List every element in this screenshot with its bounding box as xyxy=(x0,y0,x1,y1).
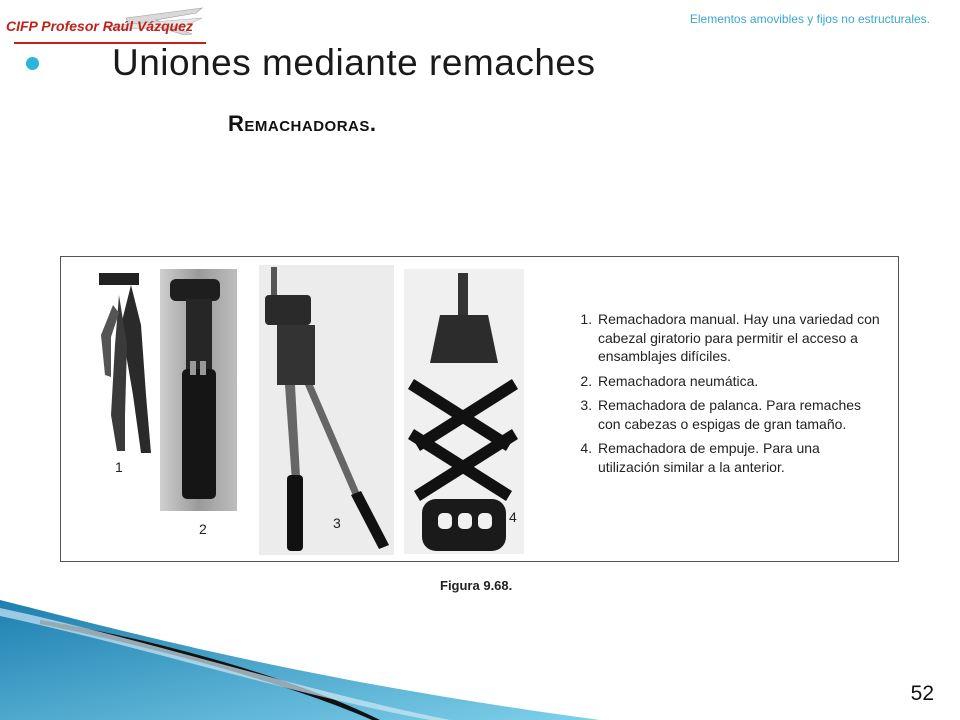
description-item: 1. Remachadora manual. Hay una variedad con cabezal giratorio para permitir el acceso a ensamblajes difíciles. xyxy=(596,310,880,366)
bullet-icon xyxy=(26,57,39,70)
figure-label-2: 2 xyxy=(199,521,207,537)
header-note: Elementos amovibles y fijos no estructurales. xyxy=(689,12,930,26)
figure-label-4: 4 xyxy=(509,509,517,525)
figure-label-3: 3 xyxy=(333,515,341,531)
page-number: 52 xyxy=(910,682,934,705)
description-item: 4. Remachadora de empuje. Para una utilización similar a la anterior. xyxy=(596,439,880,476)
manual-riveter-image xyxy=(91,265,166,465)
slide-title: Uniones mediante remaches xyxy=(112,42,596,83)
figure-label-1: 1 xyxy=(115,459,123,475)
lever-riveter-image xyxy=(259,265,394,555)
decorative-swoosh xyxy=(0,590,600,720)
description-item: 2. Remachadora neumática. xyxy=(596,372,880,391)
pneumatic-riveter-image xyxy=(160,269,237,511)
logo-text: CIFP Profesor Raúl Vázquez xyxy=(6,18,193,34)
push-riveter-image xyxy=(404,269,524,554)
figure-description xyxy=(568,310,880,482)
description-item: 3. Remachadora de palanca. Para remaches con cabezas o espigas de gran tamaño. xyxy=(596,396,880,433)
figure-box xyxy=(60,256,899,562)
figure-caption: Figura 9.68. xyxy=(440,578,513,593)
pneumatic-riveter-photo xyxy=(160,269,237,511)
slide-subtitle: Remachadoras. xyxy=(228,111,377,136)
logo xyxy=(6,4,206,44)
